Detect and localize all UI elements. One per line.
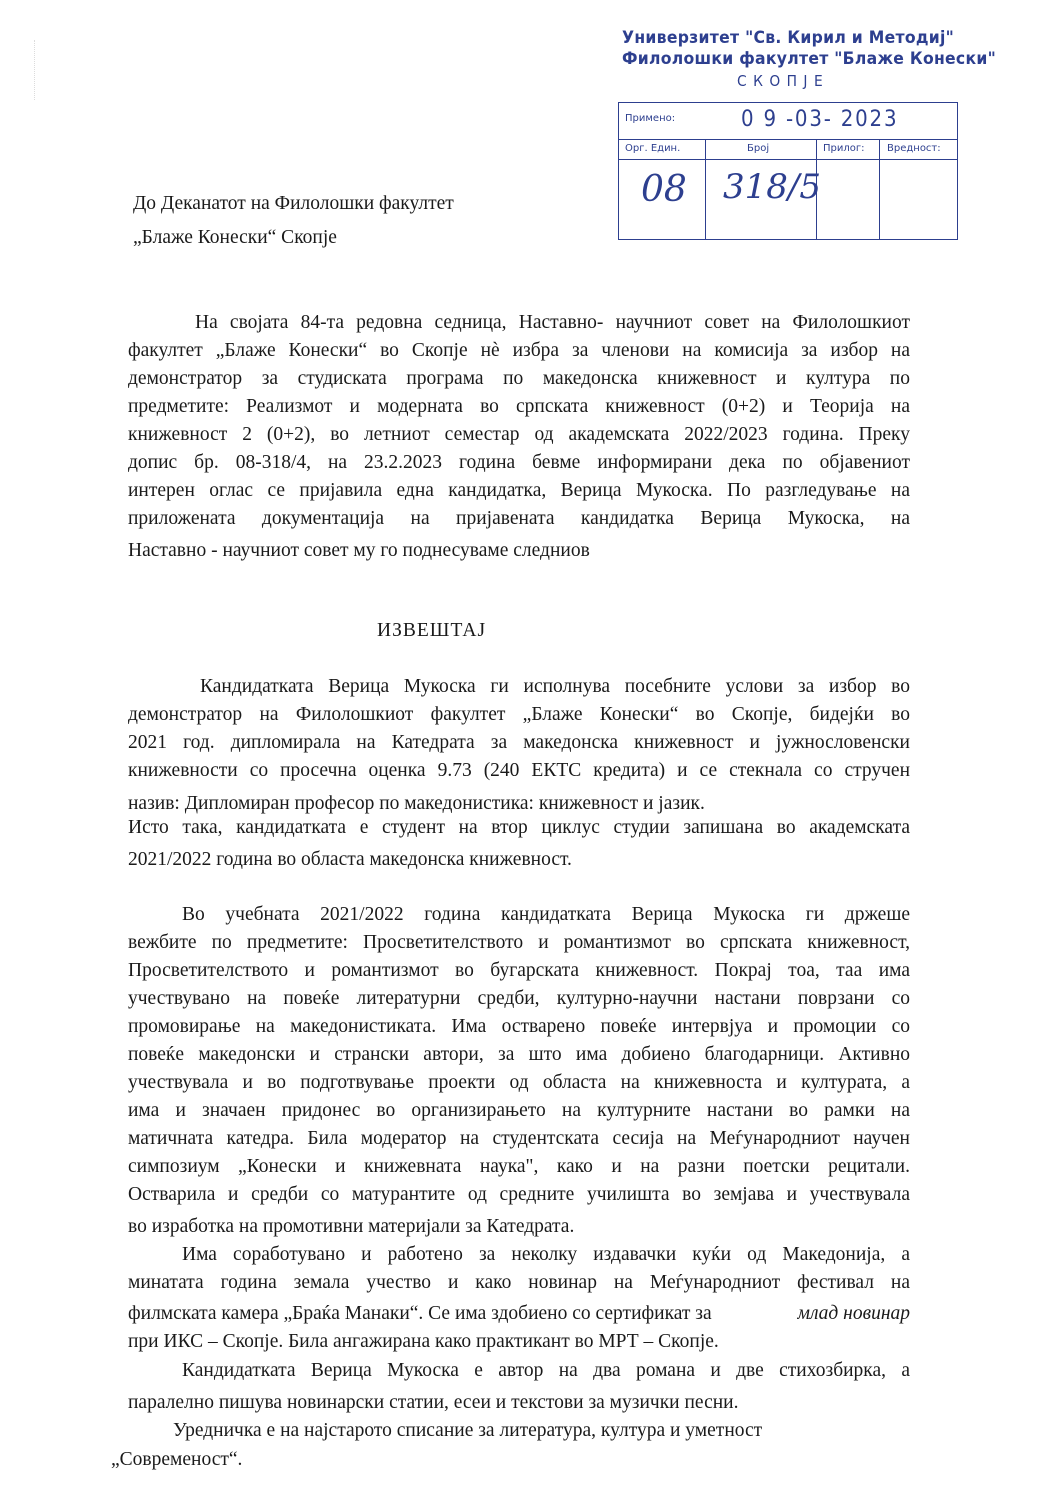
- paragraph-line: демонстратор на Филолошкиот факултет „Блаже Конески“ во Скопје, бидејќи во: [128, 704, 910, 725]
- intro-line: предметите: Реализмот и модерната во српската книжевност (0+2) и Теорија на: [128, 396, 910, 417]
- paragraph-line: [128, 1300, 910, 1328]
- paragraph-line: промовирање на македонистиката. Има остварено повеќе интервјуа и промоции со: [128, 1016, 910, 1037]
- address-line-1: До Деканатот на Филолошки факултет: [133, 193, 454, 214]
- paragraph-line: минатата година земала учество и како новинар на Меѓународниот фестивал на: [128, 1272, 910, 1293]
- paragraph-line: Исто така, кандидатката е студент на втор циклус студии запишана во академската: [128, 817, 910, 838]
- stamp-header-row: [619, 139, 957, 160]
- stamp-received-date: 0 9 -03- 2023: [741, 107, 899, 132]
- paragraph-line: учествувала и во подготвување проекти од областа на книжевноста и културата, а: [128, 1072, 910, 1093]
- stamp-received-row: [619, 103, 957, 140]
- paragraph-line: симпозиум „Конески и книжевната наука", како и на разни поетски рецитали.: [128, 1156, 910, 1177]
- stamp-university: Универзитет "Св. Кирил и Методиј": [622, 28, 955, 48]
- address-line-2: „Блаже Конески“ Скопје: [133, 227, 337, 248]
- stamp-col-attachment: Прилог:: [823, 143, 865, 154]
- stamp-table: [618, 102, 958, 240]
- paragraph-line: „Современост“.: [111, 1449, 243, 1470]
- paragraph-line: Просветителството и романтизмот во бугарската книжевност. Покрај тоа, таа има: [128, 960, 910, 981]
- stamp-handwritten-unit: 08: [641, 169, 687, 210]
- stamp-col-unit: Орг. Един.: [625, 143, 681, 154]
- stamp-col-value: Вредност:: [887, 143, 941, 154]
- intro-line: На својата 84-та редовна седница, Наставно- научниот совет на Филолошкиот: [195, 312, 910, 333]
- stamp-col-number: Број: [747, 143, 770, 154]
- paragraph-line: 2021/2022 година во областа македонска книжевност.: [128, 849, 572, 870]
- scan-artifact: [34, 40, 43, 100]
- paragraph-line: Кандидатката Верица Мукоска ги исполнува посебните услови за избор во: [200, 676, 910, 697]
- paragraph-line: Кандидатката Верица Мукоска е автор на два романа и две стихозбирка, а: [182, 1360, 910, 1381]
- paragraph-line: книжевности со просечна оценка 9.73 (240 ЕКТС кредита) и се стекнала со стручен: [128, 760, 910, 781]
- paragraph-line: паралелно пишува новинарски статии, есеи и текстови за музички песни.: [128, 1392, 739, 1413]
- paragraph-line: 2021 год. дипломирала на Катедрата за македонска книжевност и јужнословенски: [128, 732, 910, 753]
- paragraph-line: учествувано на повеќе литературни средби, културно-научни настани поврзани со: [128, 988, 910, 1009]
- paragraph-line: при ИКС – Скопје. Била ангажирана како практикант во МРТ – Скопје.: [128, 1331, 719, 1352]
- paragraph-line: Има соработувано и работено за неколку издавачки куќи од Македонија, а: [182, 1244, 910, 1265]
- paragraph-line: Остварила и средби со матурантите од средните училишта во земјава и учествувала: [128, 1184, 910, 1205]
- intro-line: демонстратор за студиската програма по македонска книжевност и култура по: [128, 368, 910, 389]
- intro-line: факултет „Блаже Конески“ во Скопје нè избра за членови на комисија за избор на: [128, 340, 910, 361]
- paragraph-line: во изработка на промотивни материјали за Катедрата.: [128, 1216, 575, 1237]
- report-title: ИЗВЕШТАЈ: [377, 620, 487, 641]
- stamp-divider: [705, 139, 706, 239]
- stamp-divider: [879, 139, 880, 239]
- paragraph-line: има и значаен придонес во организирањето на културните настани во рамки на: [128, 1100, 910, 1121]
- intro-line: допис бр. 08-318/4, на 23.2.2023 година бевме информирани дека по објавениот: [128, 452, 910, 473]
- intro-line: приложената документација на пријавената кандидатка Верица Мукоска, на: [128, 508, 910, 529]
- paragraph-text: филмската камера „Браќа Манаки“. Се има здобиено со сертификат за: [128, 1303, 712, 1324]
- paragraph-line: матичната катедра. Била модератор на студентската сесија на Меѓународниот научен: [128, 1128, 910, 1149]
- intro-line: интерен оглас се пријавила една кандидатка, Верица Мукоска. По разгледување на: [128, 480, 910, 501]
- stamp-city: СКОПЈЕ: [737, 72, 830, 90]
- paragraph-line: повеќе македонски и странски автори, за што има добиено благодарници. Активно: [128, 1044, 910, 1065]
- stamp-handwritten-number: 318/5: [723, 167, 821, 207]
- paragraph-line: вежбите по предметите: Просветителството и романтизмот во српската книжевност,: [128, 932, 910, 953]
- paragraph-line: Во учебната 2021/2022 година кандидатката Верица Мукоска ги држеше: [182, 904, 910, 925]
- intro-line: Наставно - научниот совет му го поднесуваме следниов: [128, 540, 590, 561]
- stamp-faculty: Филолошки факултет "Блаже Конески": [622, 49, 997, 69]
- emphasis-text: млад новинар: [797, 1303, 910, 1324]
- paragraph-line: назив: Дипломиран професор по македонистика: книжевност и јазик.: [128, 793, 705, 814]
- intro-line: книжевност 2 (0+2), во летниот семестар од академската 2022/2023 година. Преку: [128, 424, 910, 445]
- stamp-received-label: Примено:: [625, 113, 676, 124]
- paragraph-line: Уредничка е на најстарото списание за литература, култура и уметност: [173, 1420, 763, 1441]
